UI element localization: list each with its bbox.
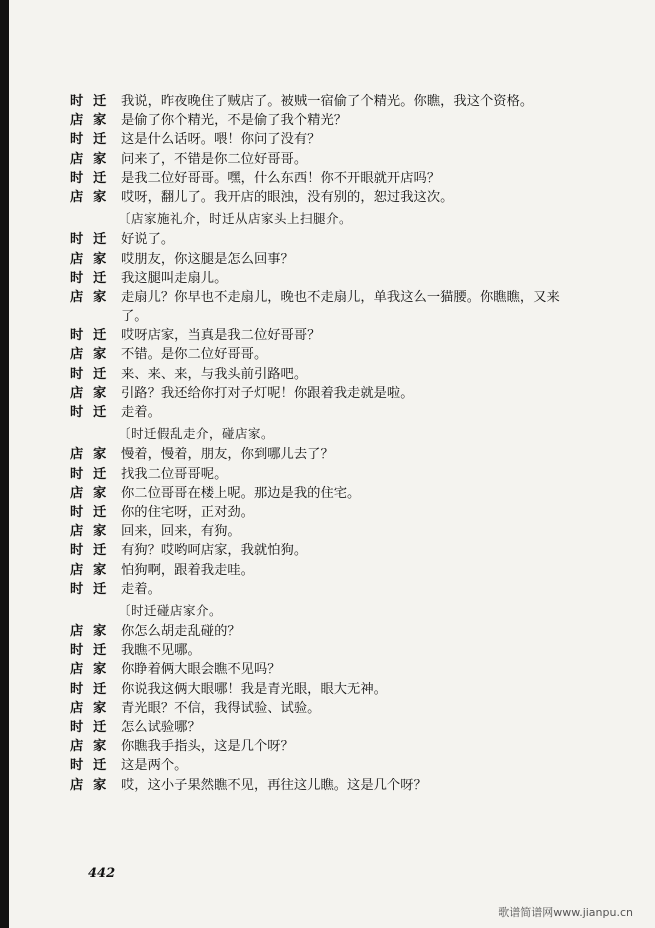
dialogue-text: 青光眼？不信，我得试验、试验。 bbox=[121, 700, 321, 716]
dialogue-text: 哎朋友，你这腿是怎么回事？ bbox=[121, 251, 294, 267]
dialogue-text: 有狗？哎哟呵店家，我就怕狗。 bbox=[121, 543, 308, 559]
speaker-name: 时 迁 bbox=[70, 270, 107, 286]
dialogue-text: 怕狗啊，跟着我走哇。 bbox=[121, 562, 254, 578]
dialogue-line bbox=[70, 622, 590, 641]
dialogue-text: 回来，回来，有狗。 bbox=[121, 524, 241, 540]
dialogue-text: 来、来、来，与我头前引路吧。 bbox=[121, 366, 308, 382]
speaker-name: 店 家 bbox=[70, 289, 107, 305]
speaker-name: 店 家 bbox=[70, 151, 107, 167]
speaker-name: 店 家 bbox=[70, 113, 107, 129]
dialogue-text: 是偷了你个精光，不是偷了我个精光？ bbox=[121, 113, 348, 129]
speaker-name: 店 家 bbox=[70, 739, 107, 755]
dialogue-text: 哎呀，翻儿了。我开店的眼浊，没有别的，恕过我这次。 bbox=[121, 189, 454, 205]
speaker-name: 店 家 bbox=[70, 485, 107, 501]
dialogue-line bbox=[70, 150, 590, 169]
dialogue-line bbox=[70, 130, 590, 149]
dialogue-line bbox=[70, 111, 590, 130]
dialogue-text: 了。 bbox=[121, 309, 148, 325]
dialogue-line bbox=[70, 680, 590, 699]
dialogue-text: 你瞧我手指头，这是几个呀？ bbox=[121, 739, 294, 755]
speaker-name: 店 家 bbox=[70, 347, 107, 363]
dialogue-line bbox=[70, 465, 590, 484]
dialogue-line bbox=[70, 718, 590, 737]
watermark: 歌谱简谱网www.jianpu.cn bbox=[498, 906, 633, 919]
speaker-name: 时 迁 bbox=[70, 504, 107, 520]
dialogue-text: 好说了。 bbox=[121, 232, 175, 248]
speaker-name: 店 家 bbox=[70, 562, 107, 578]
dialogue-text: 哎，这小子果然瞧不见，再往这儿瞧。这是几个呀？ bbox=[121, 777, 427, 793]
dialogue-line bbox=[70, 699, 590, 718]
stage-direction bbox=[70, 601, 590, 620]
dialogue-line bbox=[70, 326, 590, 345]
speaker-name: 时 迁 bbox=[70, 643, 107, 659]
dialogue-continuation bbox=[70, 307, 590, 326]
dialogue-text: 你二位哥哥在楼上呢。那边是我的住宅。 bbox=[121, 485, 361, 501]
dialogue-line bbox=[70, 541, 590, 560]
dialogue-line bbox=[70, 580, 590, 599]
dialogue-line bbox=[70, 169, 590, 188]
speaker-name: 时 迁 bbox=[70, 405, 107, 420]
dialogue-text: 引路？我还给你打对子灯呢！你跟着我走就是啦。 bbox=[121, 385, 414, 401]
stage-text: 〔店家施礼介，时迁从店家头上扫腿介。 bbox=[118, 211, 353, 227]
dialogue-text: 哎呀店家，当真是我二位好哥哥？ bbox=[121, 328, 321, 344]
dialogue-line bbox=[70, 660, 590, 679]
dialogue-line bbox=[70, 188, 590, 207]
dialogue-text: 慢着，慢着，朋友，你到哪儿去了？ bbox=[121, 447, 334, 463]
speaker-name: 店 家 bbox=[70, 524, 107, 540]
dialogue-line bbox=[70, 288, 590, 307]
speaker-name: 时 迁 bbox=[70, 94, 107, 109]
speaker-name: 时 迁 bbox=[70, 681, 107, 697]
dialogue-line bbox=[70, 756, 590, 775]
dialogue-text: 我说，昨夜晚住了贼店了。被贼一宿偷了个精光。你瞧，我这个资格。 bbox=[121, 94, 534, 109]
speaker-name: 店 家 bbox=[70, 447, 107, 463]
dialogue-text: 你的住宅呀，正对劲。 bbox=[121, 504, 254, 520]
dialogue-line bbox=[70, 522, 590, 541]
dialogue-text: 你说我这俩大眼哪！我是青光眼，眼大无神。 bbox=[121, 681, 387, 697]
speaker-name: 时 迁 bbox=[70, 170, 107, 186]
dialogue-text: 这是什么话呀。喂！你问了没有？ bbox=[121, 132, 321, 148]
speaker-name: 时 迁 bbox=[70, 366, 107, 382]
dialogue-text: 怎么试验哪？ bbox=[121, 720, 201, 735]
speaker-name: 店 家 bbox=[70, 662, 107, 678]
dialogue-line bbox=[70, 250, 590, 269]
dialogue-text: 这是两个。 bbox=[121, 758, 188, 774]
speaker-name: 时 迁 bbox=[70, 758, 107, 774]
dialogue-line bbox=[70, 641, 590, 660]
dialogue-line bbox=[70, 503, 590, 522]
dialogue-text: 我瞧不见哪。 bbox=[121, 643, 201, 659]
dialogue-text: 找我二位哥哥呢。 bbox=[121, 466, 228, 482]
dialogue-line bbox=[70, 445, 590, 464]
binding-edge bbox=[0, 0, 9, 928]
dialogue-text: 走扇儿？你早也不走扇儿，晚也不走扇儿，单我这么一猫腰。你瞧瞧，又来 bbox=[121, 289, 560, 305]
dialogue-text: 走着。 bbox=[121, 405, 161, 420]
dialogue-text: 你怎么胡走乱碰的？ bbox=[121, 624, 241, 640]
speaker-name: 时 迁 bbox=[70, 581, 107, 597]
page-number: 442 bbox=[88, 866, 116, 881]
dialogue-text: 你睁着俩大眼会瞧不见吗？ bbox=[121, 662, 281, 678]
speaker-name: 店 家 bbox=[70, 251, 107, 267]
speaker-name: 时 迁 bbox=[70, 328, 107, 344]
stage-text: 〔时迁假乱走介，碰店家。 bbox=[118, 426, 275, 442]
speaker-name: 时 迁 bbox=[70, 232, 107, 248]
script-lines bbox=[70, 92, 590, 795]
dialogue-text: 走着。 bbox=[121, 581, 161, 597]
speaker-name: 店 家 bbox=[70, 624, 107, 640]
dialogue-text: 问来了，不错是你二位好哥哥。 bbox=[121, 151, 308, 167]
dialogue-line bbox=[70, 484, 590, 503]
stage-text: 〔时迁碰店家介。 bbox=[118, 602, 223, 618]
dialogue-line bbox=[70, 365, 590, 384]
speaker-name: 店 家 bbox=[70, 777, 107, 793]
speaker-name: 店 家 bbox=[70, 385, 107, 401]
speaker-name: 店 家 bbox=[70, 189, 107, 205]
speaker-name: 时 迁 bbox=[70, 466, 107, 482]
dialogue-text: 不错。是你二位好哥哥。 bbox=[121, 347, 268, 363]
stage-direction bbox=[70, 424, 590, 443]
dialogue-line bbox=[70, 737, 590, 756]
dialogue-line bbox=[70, 230, 590, 249]
speaker-name: 时 迁 bbox=[70, 543, 107, 559]
dialogue-line bbox=[70, 561, 590, 580]
dialogue-line bbox=[70, 403, 590, 422]
dialogue-line bbox=[70, 384, 590, 403]
speaker-name: 店 家 bbox=[70, 700, 107, 716]
speaker-name: 时 迁 bbox=[70, 720, 107, 735]
stage-direction bbox=[70, 209, 590, 228]
dialogue-text: 我这腿叫走扇儿。 bbox=[121, 270, 228, 286]
dialogue-text: 是我二位好哥哥。嘿，什么东西！你不开眼就开店吗？ bbox=[121, 170, 441, 186]
dialogue-line bbox=[70, 345, 590, 364]
dialogue-line bbox=[70, 776, 590, 795]
dialogue-line bbox=[70, 92, 590, 111]
dialogue-line bbox=[70, 269, 590, 288]
speaker-name: 时 迁 bbox=[70, 132, 107, 148]
